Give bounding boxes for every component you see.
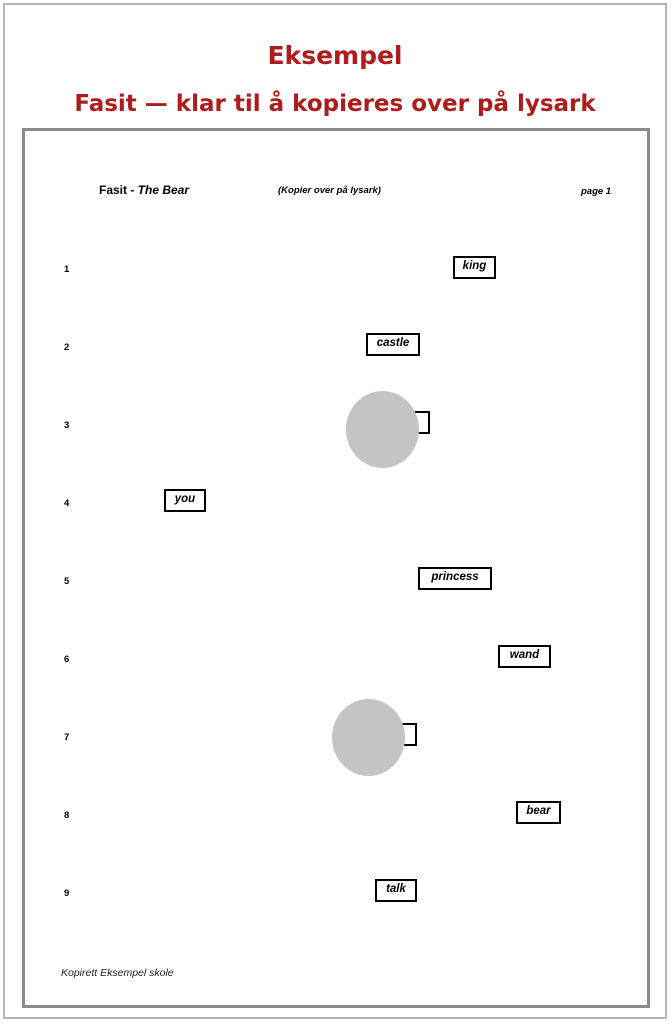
sheet-heading-prefix: Fasit - <box>99 183 138 197</box>
answer-sheet <box>22 128 650 1008</box>
row-number: 5 <box>64 576 70 587</box>
answer-word-box: king <box>453 256 496 279</box>
answer-word-box: princess <box>418 567 492 590</box>
answer-word-box: bear <box>516 801 561 824</box>
answer-word-box: you <box>164 489 206 512</box>
redaction-circle <box>346 391 419 468</box>
row-number: 6 <box>64 654 70 665</box>
page-number: page 1 <box>581 186 612 197</box>
row-number: 1 <box>64 264 70 275</box>
copyright-footer: Kopirett Eksempel skole <box>61 967 174 979</box>
row-number: 8 <box>64 810 70 821</box>
row-number: 7 <box>64 732 70 743</box>
sheet-instruction: (Kopier over på lysark) <box>278 185 381 196</box>
answer-word-box: castle <box>366 333 420 356</box>
answer-word-box: wand <box>498 645 551 668</box>
row-number: 4 <box>64 498 70 509</box>
row-number: 2 <box>64 342 70 353</box>
row-number: 3 <box>64 420 70 431</box>
story-title: The Bear <box>137 183 190 197</box>
row-number: 9 <box>64 888 70 899</box>
page-subtitle: Fasit — klar til å kopieres over på lysark <box>74 91 596 117</box>
answer-word-box: talk <box>375 879 417 902</box>
page-title: Eksempel <box>267 41 403 70</box>
redaction-circle <box>332 699 405 776</box>
sheet-heading <box>99 183 189 197</box>
